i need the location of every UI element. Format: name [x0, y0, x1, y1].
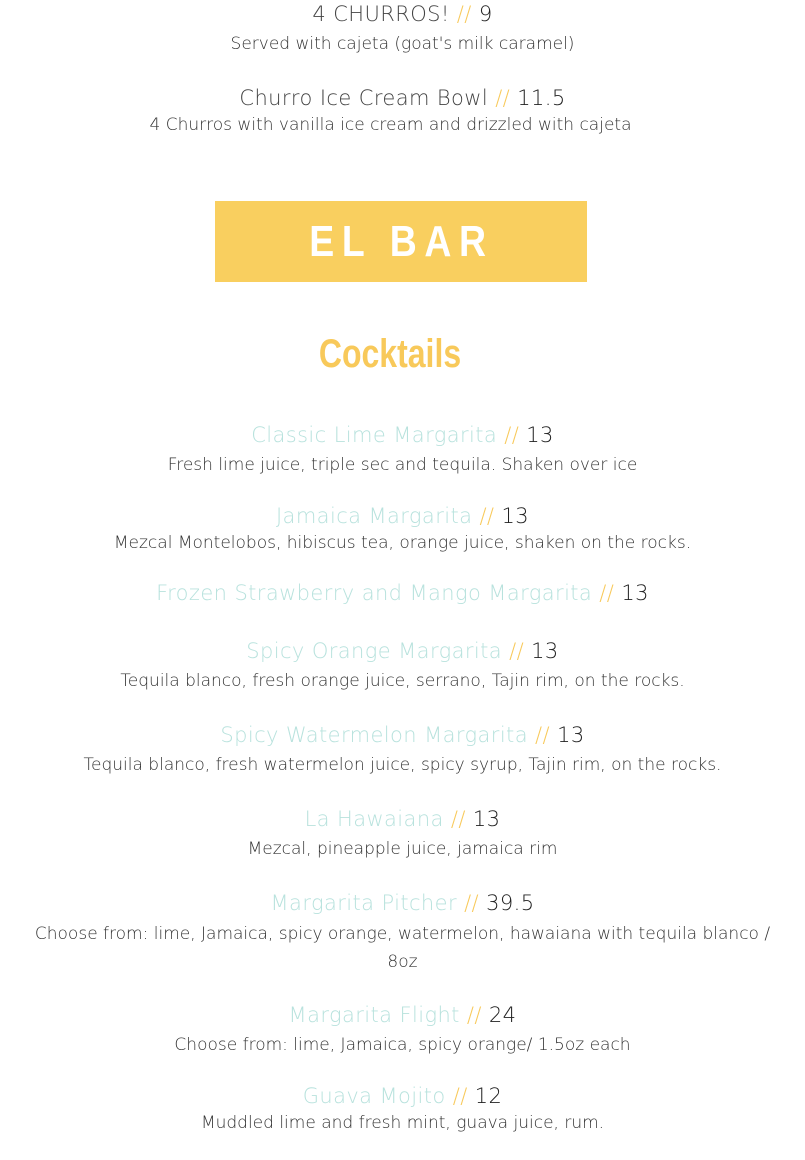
- menu-item-name: La Hawaiana: [304, 807, 444, 831]
- price-separator: //: [599, 581, 615, 605]
- menu-item-name: Margarita Pitcher: [270, 891, 457, 915]
- menu-item-title: [0, 581, 805, 605]
- menu-item-name: Margarita Flight: [288, 1003, 460, 1027]
- menu-item-name: Spicy Watermelon Margarita: [220, 723, 528, 747]
- menu-item-name: Churro Ice Cream Bowl: [239, 86, 489, 110]
- menu-item-name: Frozen Strawberry and Mango Margarita: [156, 581, 600, 605]
- price-separator: //: [479, 504, 495, 528]
- menu-item-description: 4 Churros with vanilla ice cream and drizzled with cajeta: [149, 115, 632, 135]
- menu-item-name: Classic Lime Margarita: [251, 423, 505, 447]
- menu-item-description: Tequila blanco, fresh watermelon juice, spicy syrup, Tajin rim, on the rocks.: [83, 755, 722, 775]
- menu-item-price: 13: [531, 639, 559, 663]
- menu-item-title: [0, 423, 805, 447]
- menu-item-description: Muddled lime and fresh mint, guava juice, rum.: [200, 1113, 605, 1133]
- price-separator: //: [504, 423, 520, 447]
- menu-item-description: Tequila blanco, fresh orange juice, serrano, Tajin rim, on the rocks.: [120, 671, 685, 691]
- price-separator: //: [509, 639, 525, 663]
- menu-item-description: Served with cajeta (goat's milk caramel): [230, 34, 575, 54]
- menu-item-price: 9: [478, 2, 493, 26]
- price-separator: //: [456, 2, 472, 26]
- menu-item-title: [0, 723, 805, 747]
- menu-item-price: 13: [501, 504, 530, 528]
- menu-item-name: Spicy Orange Margarita: [246, 639, 503, 663]
- menu-item-name: Guava Mojito: [302, 1084, 446, 1108]
- price-separator: //: [535, 723, 550, 747]
- menu-item-title: [0, 504, 805, 528]
- menu-item-price: 11.5: [517, 86, 566, 110]
- price-separator: //: [495, 86, 511, 110]
- menu-item-price: 13: [526, 423, 554, 447]
- menu-item-title: [0, 1084, 805, 1108]
- menu-item-description: Choose from: lime, Jamaica, spicy orange/ 1.5oz each: [174, 1035, 631, 1055]
- menu-item-title: [0, 86, 805, 110]
- menu-item-description: Mezcal, pineapple juice, jamaica rim: [247, 839, 558, 859]
- section-title: Cocktails: [318, 332, 462, 376]
- section-banner: [215, 201, 587, 282]
- price-separator: //: [452, 1084, 468, 1108]
- price-separator: //: [450, 807, 466, 831]
- menu-item-name: Jamaica Margarita: [275, 504, 473, 528]
- menu-item-description: Fresh lime juice, triple sec and tequila. Shaken over ice: [167, 455, 638, 475]
- menu-item-price: 24: [488, 1003, 517, 1027]
- banner-title: EL BAR: [308, 216, 494, 266]
- price-separator: //: [466, 1003, 482, 1027]
- menu-item-description: Choose from: lime, Jamaica, spicy orange, watermelon, hawaiana with tequila blanco / 8oz: [34, 924, 771, 972]
- menu-item-price: 13: [472, 807, 501, 831]
- menu-item-price: 12: [474, 1084, 503, 1108]
- menu-item-price: 39.5: [486, 891, 535, 915]
- menu-item-price: 13: [557, 723, 585, 747]
- menu-item-title: [0, 1003, 805, 1027]
- price-separator: //: [464, 891, 480, 915]
- menu-item-description: Mezcal Montelobos, hibiscus tea, orange juice, shaken on the rocks.: [113, 533, 692, 553]
- menu-item-name: 4 CHURROS!: [312, 2, 450, 26]
- menu-item-title: [0, 807, 805, 831]
- menu-item-price: 13: [621, 581, 649, 605]
- menu-item-title: [0, 639, 805, 663]
- menu-item-title: [0, 891, 805, 915]
- menu-item-title: [0, 2, 805, 26]
